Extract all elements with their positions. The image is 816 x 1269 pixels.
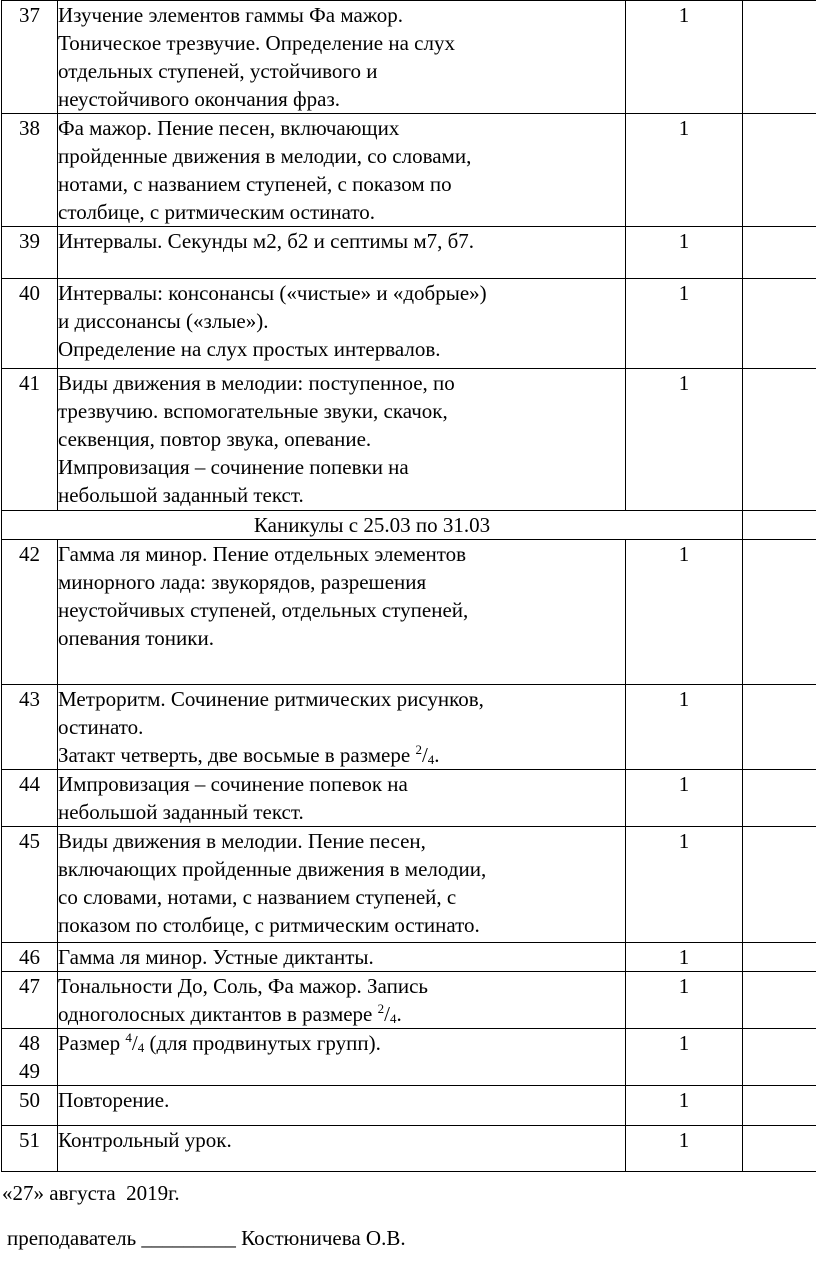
table-row xyxy=(2,1,816,114)
topic-line: пройденные движения в мелодии, со словами, xyxy=(58,144,472,168)
hours-cell xyxy=(626,114,743,227)
topic-line: небольшой заданный текст. xyxy=(58,483,304,507)
hours-value: 1 xyxy=(678,371,690,395)
holiday-cell xyxy=(2,511,743,540)
hours-cell xyxy=(626,770,743,827)
table-row xyxy=(2,685,816,770)
notes-cell xyxy=(743,685,816,770)
topic-line: Импровизация – сочинение попевки на xyxy=(58,455,409,479)
lesson-number-cell xyxy=(2,1126,58,1172)
topic-line: Гамма ля минор. Пение отдельных элементов xyxy=(58,542,467,566)
notes-cell xyxy=(743,227,816,279)
notes-cell xyxy=(743,511,816,540)
teacher-role: преподаватель xyxy=(7,1226,137,1250)
topic-line-with-time-signature xyxy=(58,741,625,769)
hours-cell xyxy=(626,279,743,369)
hours-cell xyxy=(626,972,743,1029)
lesson-number: 51 xyxy=(19,1128,40,1152)
topic-line-with-time-signature xyxy=(58,1029,625,1057)
lesson-topic-cell xyxy=(58,227,626,279)
table-row xyxy=(2,1029,816,1086)
topic-text: одноголосных диктантов в размере xyxy=(58,1002,378,1026)
hours-value: 1 xyxy=(678,281,690,305)
topic-line: Виды движения в мелодии. Пение песен, xyxy=(58,829,426,853)
lesson-number: 46 xyxy=(19,945,40,969)
topic-line: отдельных ступеней, устойчивого и xyxy=(58,59,378,83)
topic-line: минорного лада: звукорядов, разрешения xyxy=(58,570,427,594)
table-row xyxy=(2,279,816,369)
lesson-number-cell xyxy=(2,227,58,279)
topic-text: . xyxy=(396,1002,402,1026)
topic-line: небольшой заданный текст. xyxy=(58,800,304,824)
lesson-topic-cell xyxy=(58,827,626,943)
hours-value: 1 xyxy=(678,229,690,253)
table-row xyxy=(2,1086,816,1126)
lesson-number-cell xyxy=(2,1029,58,1086)
topic-line: Интервалы: консонансы («чистые» и «добрые») xyxy=(58,281,487,305)
notes-cell xyxy=(743,1029,816,1086)
table-row xyxy=(2,827,816,943)
lesson-number: 50 xyxy=(19,1088,40,1112)
notes-cell xyxy=(743,1126,816,1172)
topic-line: Тональности До, Соль, Фа мажор. Запись xyxy=(58,974,428,998)
time-signature-numerator: 2 xyxy=(377,1001,385,1016)
fraction-slash: / xyxy=(131,1031,138,1055)
lesson-topic-cell xyxy=(58,540,626,685)
topic-line: Определение на слух простых интервалов. xyxy=(58,337,441,361)
lesson-topic-cell xyxy=(58,1126,626,1172)
hours-cell xyxy=(626,827,743,943)
notes-cell xyxy=(743,540,816,685)
lesson-number: 40 xyxy=(19,281,40,305)
time-signature-numerator: 2 xyxy=(415,742,422,757)
hours-cell xyxy=(626,685,743,770)
hours-value: 1 xyxy=(678,542,690,566)
lesson-number: 44 xyxy=(19,772,40,796)
lesson-number-cell xyxy=(2,685,58,770)
signature-line: _________ xyxy=(141,1226,236,1250)
hours-value: 1 xyxy=(678,1088,690,1112)
topic-line: и диссонансы («злые»). xyxy=(58,309,269,333)
lesson-number: 42 xyxy=(19,542,40,566)
topic-line: Тоническое трезвучие. Определение на слух xyxy=(58,31,455,55)
table-row xyxy=(2,943,816,972)
table-row xyxy=(2,540,816,685)
notes-cell xyxy=(743,1086,816,1126)
notes-cell xyxy=(743,943,816,972)
lesson-topic-cell xyxy=(58,1086,626,1126)
topic-line: Контрольный урок. xyxy=(58,1128,232,1152)
topic-line: Импровизация – сочинение попевок на xyxy=(58,772,408,796)
hours-value: 1 xyxy=(678,772,690,796)
topic-line-with-time-signature xyxy=(58,1000,625,1028)
notes-cell xyxy=(743,972,816,1029)
lesson-number-cell xyxy=(2,827,58,943)
topic-line: неустойчивых ступеней, отдельных ступеней, xyxy=(58,598,469,622)
lesson-number: 43 xyxy=(19,687,40,711)
hours-value: 1 xyxy=(678,1128,690,1152)
table-row xyxy=(2,114,816,227)
footer-signature xyxy=(7,1226,406,1251)
hours-value: 1 xyxy=(678,945,690,969)
hours-cell xyxy=(626,1086,743,1126)
lesson-number-cell xyxy=(2,279,58,369)
hours-value: 1 xyxy=(678,3,690,27)
lesson-number-cell xyxy=(2,972,58,1029)
hours-cell xyxy=(626,1126,743,1172)
notes-cell xyxy=(743,770,816,827)
lesson-number: 48 xyxy=(19,1031,40,1055)
lesson-topic-cell xyxy=(58,770,626,827)
time-signature-denominator: 4 xyxy=(427,752,435,767)
topic-text: . xyxy=(434,743,440,767)
lesson-number: 49 xyxy=(19,1059,40,1083)
topic-text: (для продвинутых групп). xyxy=(144,1031,381,1055)
time-signature-denominator: 4 xyxy=(389,1011,397,1026)
topic-line: Гамма ля минор. Устные диктанты. xyxy=(58,945,374,969)
notes-cell xyxy=(743,1,816,114)
lesson-number-cell xyxy=(2,943,58,972)
topic-line: трезвучию. вспомогательные звуки, скачок, xyxy=(58,399,448,423)
hours-value: 1 xyxy=(678,687,690,711)
time-signature-numerator: 4 xyxy=(125,1030,132,1045)
hours-value: 1 xyxy=(678,1031,690,1055)
topic-line: Фа мажор. Пение песен, включающих xyxy=(58,116,400,140)
lesson-number: 47 xyxy=(19,974,40,998)
hours-cell xyxy=(626,540,743,685)
lesson-number: 38 xyxy=(19,116,40,140)
notes-cell xyxy=(743,279,816,369)
lesson-topic-cell xyxy=(58,1029,626,1086)
topic-text: Размер xyxy=(58,1031,126,1055)
topic-line: показом по столбице, с ритмическим остинато. xyxy=(58,913,480,937)
topic-line: Повторение. xyxy=(58,1088,170,1112)
hours-cell xyxy=(626,1,743,114)
topic-line: включающих пройденные движения в мелодии, xyxy=(58,857,487,881)
table-row xyxy=(2,972,816,1029)
topic-line: неустойчивого окончания фраз. xyxy=(58,87,341,111)
holiday-text: Каникулы с 25.03 по 31.03 xyxy=(253,513,491,537)
lesson-topic-cell xyxy=(58,943,626,972)
table-row xyxy=(2,227,816,279)
hours-value: 1 xyxy=(678,116,690,140)
lesson-number-cell xyxy=(2,540,58,685)
lesson-number-cell xyxy=(2,1086,58,1126)
fraction-slash: / xyxy=(384,1002,390,1026)
holiday-row xyxy=(2,511,816,540)
table-row xyxy=(2,770,816,827)
hours-cell xyxy=(626,369,743,511)
lesson-number: 37 xyxy=(19,3,40,27)
lesson-number: 45 xyxy=(19,829,40,853)
lesson-number-cell xyxy=(2,1,58,114)
hours-value: 1 xyxy=(678,829,690,853)
lesson-plan-table xyxy=(1,0,816,1172)
lesson-topic-cell xyxy=(58,279,626,369)
lesson-number: 41 xyxy=(19,371,40,395)
topic-line: опевания тоники. xyxy=(58,626,214,650)
notes-cell xyxy=(743,114,816,227)
fraction-slash: / xyxy=(421,743,428,767)
table-row xyxy=(2,1126,816,1172)
lesson-number: 39 xyxy=(19,229,40,253)
topic-line: секвенция, повтор звука, опевание. xyxy=(58,427,372,451)
footer-date: «27» августа 2019г. xyxy=(2,1181,180,1205)
hours-value: 1 xyxy=(678,974,690,998)
topic-text: Затакт четверть, две восьмые в размере xyxy=(58,743,416,767)
topic-line: Виды движения в мелодии: поступенное, по xyxy=(58,371,455,395)
notes-cell xyxy=(743,369,816,511)
lesson-topic-cell xyxy=(58,369,626,511)
table-row xyxy=(2,369,816,511)
lesson-number-cell xyxy=(2,369,58,511)
lesson-number-cell xyxy=(2,114,58,227)
topic-line: со словами, нотами, с названием ступеней, с xyxy=(58,885,457,909)
time-signature-denominator: 4 xyxy=(137,1040,145,1055)
topic-line: Метроритм. Сочинение ритмических рисунков, xyxy=(58,687,484,711)
topic-line: Интервалы. Секунды м2, б2 и септимы м7, б7. xyxy=(58,229,475,253)
hours-cell xyxy=(626,943,743,972)
lesson-topic-cell xyxy=(58,972,626,1029)
hours-cell xyxy=(626,1029,743,1086)
topic-line: столбице, с ритмическим остинато. xyxy=(58,200,376,224)
hours-cell xyxy=(626,227,743,279)
topic-line: нотами, с названием ступеней, с показом по xyxy=(58,172,452,196)
topic-line: Изучение элементов гаммы Фа мажор. xyxy=(58,3,404,27)
lesson-topic-cell xyxy=(58,1,626,114)
teacher-name: Костюничева О.В. xyxy=(241,1226,406,1250)
notes-cell xyxy=(743,827,816,943)
lesson-topic-cell xyxy=(58,685,626,770)
lesson-number-cell xyxy=(2,770,58,827)
topic-line: остинато. xyxy=(58,715,144,739)
lesson-topic-cell xyxy=(58,114,626,227)
